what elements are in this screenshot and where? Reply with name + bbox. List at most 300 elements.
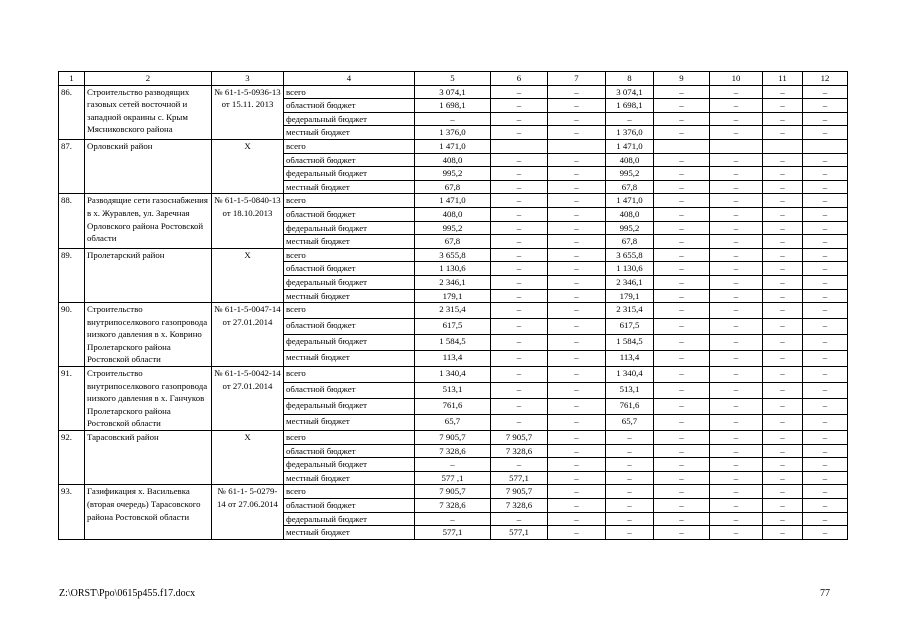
amount-cell: – <box>710 303 763 319</box>
amount-cell: – <box>548 335 606 351</box>
column-number-10: 10 <box>710 72 763 86</box>
table-row <box>59 431 848 445</box>
row-number: 92. <box>59 431 85 485</box>
amount-cell: – <box>763 99 803 113</box>
column-number-1: 1 <box>59 72 85 86</box>
amount-cell: – <box>654 153 710 167</box>
amount-cell: – <box>654 99 710 113</box>
amount-cell: – <box>763 471 803 485</box>
amount-cell: – <box>710 85 763 99</box>
amount-cell: – <box>654 444 710 458</box>
amount-cell: – <box>491 153 548 167</box>
amount-cell: 3 074,1 <box>606 85 654 99</box>
amount-cell: – <box>654 383 710 399</box>
amount-cell: – <box>548 526 606 540</box>
amount-cell <box>803 139 848 153</box>
amount-cell: – <box>803 112 848 126</box>
amount-cell: – <box>491 207 548 221</box>
column-number-9: 9 <box>654 72 710 86</box>
project-name: Разводящие сети газоснабжения в х. Журавлев, ул. Заречная Орловского района Ростовской области <box>85 194 212 248</box>
table-row <box>59 485 848 499</box>
amount-cell: – <box>491 180 548 194</box>
amount-cell: – <box>803 99 848 113</box>
amount-cell: – <box>710 444 763 458</box>
funding-source: федеральный бюджет <box>284 458 415 472</box>
amount-cell: 7 328,6 <box>491 499 548 513</box>
amount-cell: – <box>491 351 548 367</box>
amount-cell: – <box>763 194 803 208</box>
amount-cell: 113,4 <box>415 351 491 367</box>
table-row <box>59 248 848 262</box>
amount-cell: – <box>803 319 848 335</box>
amount-cell: 7 328,6 <box>415 499 491 513</box>
expertise-conclusion: № 61-1-5-0042-14 от 27.01.2014 <box>212 367 284 431</box>
amount-cell: 179,1 <box>415 289 491 303</box>
row-number: 91. <box>59 367 85 431</box>
amount-cell: 1 376,0 <box>606 126 654 140</box>
amount-cell: 1 376,0 <box>415 126 491 140</box>
funding-source: федеральный бюджет <box>284 399 415 415</box>
amount-cell: – <box>415 512 491 526</box>
amount-cell: – <box>763 153 803 167</box>
amount-cell: 67,8 <box>415 235 491 249</box>
row-number: 93. <box>59 485 85 539</box>
amount-cell: 67,8 <box>606 180 654 194</box>
amount-cell: 179,1 <box>606 289 654 303</box>
column-number-3: 3 <box>212 72 284 86</box>
amount-cell: – <box>763 458 803 472</box>
expertise-conclusion: № 61-1- 5-0279-14 от 27.06.2014 <box>212 485 284 539</box>
amount-cell <box>654 139 710 153</box>
amount-cell: – <box>803 275 848 289</box>
amount-cell: – <box>548 275 606 289</box>
amount-cell: – <box>654 399 710 415</box>
table-body <box>59 72 848 540</box>
amount-cell: – <box>491 415 548 431</box>
amount-cell: – <box>763 167 803 181</box>
amount-cell: – <box>548 167 606 181</box>
amount-cell: – <box>654 221 710 235</box>
funding-source: всего <box>284 367 415 383</box>
amount-cell: – <box>548 126 606 140</box>
amount-cell: – <box>491 262 548 276</box>
amount-cell: – <box>803 351 848 367</box>
amount-cell: – <box>491 248 548 262</box>
amount-cell: – <box>491 85 548 99</box>
funding-source: местный бюджет <box>284 351 415 367</box>
project-name: Орловский район <box>85 139 212 193</box>
amount-cell: – <box>548 85 606 99</box>
amount-cell: – <box>710 235 763 249</box>
amount-cell: – <box>803 248 848 262</box>
amount-cell: – <box>763 431 803 445</box>
funding-source: федеральный бюджет <box>284 112 415 126</box>
amount-cell: 7 905,7 <box>491 485 548 499</box>
project-name: Строительство разводящих газовых сетей восточной и западной окраины с. Крым Мясниковского района <box>85 85 212 139</box>
amount-cell: 3 074,1 <box>415 85 491 99</box>
file-path: Z:\ORST\Ppo\0615p455.f17.docx <box>59 588 196 599</box>
project-name: Пролетарский район <box>85 248 212 302</box>
row-number: 87. <box>59 139 85 193</box>
row-number: 86. <box>59 85 85 139</box>
amount-cell: 408,0 <box>415 207 491 221</box>
amount-cell: – <box>606 458 654 472</box>
amount-cell: 1 471,0 <box>415 139 491 153</box>
amount-cell: – <box>548 194 606 208</box>
amount-cell: – <box>548 303 606 319</box>
amount-cell: – <box>548 431 606 445</box>
funding-source: всего <box>284 431 415 445</box>
amount-cell: – <box>491 458 548 472</box>
amount-cell: – <box>763 499 803 513</box>
funding-source: областной бюджет <box>284 153 415 167</box>
funding-source: областной бюджет <box>284 99 415 113</box>
amount-cell: – <box>548 112 606 126</box>
column-number-6: 6 <box>491 72 548 86</box>
row-number: 89. <box>59 248 85 302</box>
column-number-12: 12 <box>803 72 848 86</box>
amount-cell: 617,5 <box>606 319 654 335</box>
amount-cell: – <box>654 485 710 499</box>
amount-cell: – <box>548 262 606 276</box>
amount-cell: – <box>803 444 848 458</box>
amount-cell: – <box>803 431 848 445</box>
amount-cell: – <box>654 431 710 445</box>
amount-cell: – <box>803 153 848 167</box>
funding-source: всего <box>284 485 415 499</box>
amount-cell: – <box>654 275 710 289</box>
amount-cell: 7 905,7 <box>415 485 491 499</box>
amount-cell: – <box>763 399 803 415</box>
amount-cell: – <box>491 367 548 383</box>
amount-cell <box>491 139 548 153</box>
amount-cell: – <box>415 112 491 126</box>
amount-cell: – <box>491 335 548 351</box>
amount-cell: – <box>710 194 763 208</box>
amount-cell: – <box>548 221 606 235</box>
amount-cell: – <box>491 126 548 140</box>
amount-cell: – <box>548 248 606 262</box>
amount-cell: – <box>803 207 848 221</box>
amount-cell: – <box>763 351 803 367</box>
amount-cell: 1 698,1 <box>415 99 491 113</box>
amount-cell: – <box>710 485 763 499</box>
amount-cell: – <box>763 415 803 431</box>
row-number: 90. <box>59 303 85 367</box>
amount-cell: – <box>491 319 548 335</box>
amount-cell: – <box>710 248 763 262</box>
amount-cell: – <box>548 415 606 431</box>
funding-source: всего <box>284 139 415 153</box>
amount-cell <box>763 139 803 153</box>
amount-cell: – <box>803 126 848 140</box>
amount-cell: – <box>803 221 848 235</box>
amount-cell: – <box>803 415 848 431</box>
table-row <box>59 303 848 319</box>
amount-cell: 1 584,5 <box>415 335 491 351</box>
column-number-8: 8 <box>606 72 654 86</box>
amount-cell: – <box>654 319 710 335</box>
amount-cell: – <box>803 485 848 499</box>
amount-cell: – <box>710 153 763 167</box>
expertise-conclusion: № 61-1-5-0936-13 от 15.11. 2013 <box>212 85 284 139</box>
amount-cell: 65,7 <box>415 415 491 431</box>
amount-cell: – <box>803 194 848 208</box>
funding-source: местный бюджет <box>284 471 415 485</box>
amount-cell: 1 340,4 <box>606 367 654 383</box>
amount-cell: – <box>606 444 654 458</box>
amount-cell: – <box>710 512 763 526</box>
amount-cell: 577,1 <box>491 526 548 540</box>
funding-source: всего <box>284 303 415 319</box>
amount-cell: – <box>491 194 548 208</box>
table-row <box>59 139 848 153</box>
expertise-conclusion: Х <box>212 248 284 302</box>
amount-cell: – <box>654 471 710 485</box>
page-number: 77 <box>820 588 830 599</box>
funding-source: местный бюджет <box>284 180 415 194</box>
amount-cell: 408,0 <box>606 207 654 221</box>
amount-cell: 577 ,1 <box>415 471 491 485</box>
amount-cell: – <box>654 458 710 472</box>
amount-cell: – <box>710 112 763 126</box>
amount-cell: – <box>606 112 654 126</box>
amount-cell: – <box>491 275 548 289</box>
amount-cell: 513,1 <box>606 383 654 399</box>
table-row <box>59 367 848 383</box>
amount-cell: – <box>491 399 548 415</box>
amount-cell: – <box>548 319 606 335</box>
amount-cell: – <box>654 112 710 126</box>
amount-cell: – <box>606 512 654 526</box>
amount-cell: – <box>606 485 654 499</box>
amount-cell: – <box>763 367 803 383</box>
funding-source: областной бюджет <box>284 383 415 399</box>
amount-cell: – <box>763 85 803 99</box>
funding-source: областной бюджет <box>284 499 415 513</box>
amount-cell: – <box>803 85 848 99</box>
amount-cell: – <box>710 367 763 383</box>
amount-cell: 7 328,6 <box>491 444 548 458</box>
amount-cell: 1 340,4 <box>415 367 491 383</box>
amount-cell: – <box>803 458 848 472</box>
amount-cell: 67,8 <box>415 180 491 194</box>
amount-cell: – <box>710 319 763 335</box>
amount-cell: 1 471,0 <box>606 194 654 208</box>
amount-cell: – <box>710 431 763 445</box>
amount-cell: – <box>548 471 606 485</box>
expertise-conclusion: № 61-1-5-0840-13 от 18.10.2013 <box>212 194 284 248</box>
amount-cell: – <box>763 275 803 289</box>
funding-source: местный бюджет <box>284 289 415 303</box>
amount-cell: 1 584,5 <box>606 335 654 351</box>
column-number-11: 11 <box>763 72 803 86</box>
column-number-5: 5 <box>415 72 491 86</box>
funding-source: федеральный бюджет <box>284 275 415 289</box>
amount-cell: 617,5 <box>415 319 491 335</box>
amount-cell: – <box>763 319 803 335</box>
amount-cell: 577,1 <box>415 526 491 540</box>
amount-cell: – <box>548 383 606 399</box>
amount-cell: 995,2 <box>606 167 654 181</box>
funding-source: областной бюджет <box>284 207 415 221</box>
amount-cell: 408,0 <box>606 153 654 167</box>
amount-cell: – <box>548 458 606 472</box>
funding-source: федеральный бюджет <box>284 167 415 181</box>
amount-cell: – <box>491 221 548 235</box>
amount-cell: – <box>548 485 606 499</box>
amount-cell: – <box>710 351 763 367</box>
amount-cell: – <box>803 289 848 303</box>
amount-cell: – <box>654 351 710 367</box>
amount-cell: – <box>548 207 606 221</box>
amount-cell: – <box>763 512 803 526</box>
table-row <box>59 194 848 208</box>
amount-cell: – <box>548 235 606 249</box>
amount-cell: – <box>763 221 803 235</box>
amount-cell: – <box>654 367 710 383</box>
project-name: Строительство внутрипоселкового газопровода низкого давления в х. Ганчуков Пролетарского района Ростовской области <box>85 367 212 431</box>
amount-cell: – <box>710 180 763 194</box>
column-number-7: 7 <box>548 72 606 86</box>
amount-cell: 113,4 <box>606 351 654 367</box>
amount-cell: – <box>491 112 548 126</box>
amount-cell: – <box>548 153 606 167</box>
amount-cell: – <box>710 499 763 513</box>
row-number: 88. <box>59 194 85 248</box>
amount-cell: – <box>491 167 548 181</box>
amount-cell: – <box>654 335 710 351</box>
amount-cell: 995,2 <box>415 221 491 235</box>
amount-cell: 761,6 <box>415 399 491 415</box>
amount-cell: – <box>710 126 763 140</box>
amount-cell: – <box>763 335 803 351</box>
table-row <box>59 85 848 99</box>
amount-cell: – <box>710 471 763 485</box>
amount-cell: – <box>491 303 548 319</box>
funding-source: местный бюджет <box>284 235 415 249</box>
amount-cell: 1 471,0 <box>415 194 491 208</box>
amount-cell: – <box>803 383 848 399</box>
amount-cell: – <box>763 444 803 458</box>
funding-source: всего <box>284 194 415 208</box>
amount-cell: – <box>654 289 710 303</box>
amount-cell: 3 655,8 <box>415 248 491 262</box>
expertise-conclusion: № 61-1-5-0047-14 от 27.01.2014 <box>212 303 284 367</box>
amount-cell: – <box>763 526 803 540</box>
amount-cell: – <box>803 471 848 485</box>
amount-cell: – <box>803 303 848 319</box>
funding-source: всего <box>284 248 415 262</box>
amount-cell: – <box>710 289 763 303</box>
amount-cell: – <box>803 167 848 181</box>
amount-cell: – <box>803 367 848 383</box>
amount-cell: – <box>606 431 654 445</box>
amount-cell: – <box>654 85 710 99</box>
funding-source: федеральный бюджет <box>284 335 415 351</box>
amount-cell: 761,6 <box>606 399 654 415</box>
amount-cell: – <box>710 399 763 415</box>
project-name: Строительство внутрипоселкового газопровода низкого давления в х. Коврино Пролетарского района Ростовской области <box>85 303 212 367</box>
amount-cell: – <box>654 526 710 540</box>
amount-cell: – <box>710 221 763 235</box>
funding-source: местный бюджет <box>284 126 415 140</box>
amount-cell: – <box>654 248 710 262</box>
amount-cell: – <box>548 180 606 194</box>
amount-cell: – <box>710 262 763 276</box>
expertise-conclusion: Х <box>212 139 284 193</box>
amount-cell: 65,7 <box>606 415 654 431</box>
amount-cell: – <box>654 126 710 140</box>
amount-cell: – <box>654 415 710 431</box>
amount-cell <box>710 139 763 153</box>
amount-cell: – <box>763 289 803 303</box>
amount-cell: – <box>491 512 548 526</box>
amount-cell: – <box>491 99 548 113</box>
amount-cell: – <box>606 471 654 485</box>
project-name: Тарасовский район <box>85 431 212 485</box>
funding-source: областной бюджет <box>284 319 415 335</box>
amount-cell: – <box>654 262 710 276</box>
amount-cell: – <box>654 303 710 319</box>
amount-cell: – <box>763 180 803 194</box>
amount-cell: – <box>710 335 763 351</box>
amount-cell: – <box>710 526 763 540</box>
amount-cell: – <box>654 167 710 181</box>
amount-cell: – <box>803 526 848 540</box>
funding-source: местный бюджет <box>284 526 415 540</box>
amount-cell: – <box>654 180 710 194</box>
amount-cell: – <box>763 235 803 249</box>
amount-cell: 1 471,0 <box>606 139 654 153</box>
funding-source: областной бюджет <box>284 262 415 276</box>
amount-cell: 513,1 <box>415 383 491 399</box>
amount-cell: – <box>491 383 548 399</box>
project-name: Газификация х. Васильевка (вторая очередь) Тарасовского района Ростовской области <box>85 485 212 539</box>
amount-cell: – <box>763 485 803 499</box>
amount-cell: – <box>654 194 710 208</box>
amount-cell: – <box>415 458 491 472</box>
amount-cell: – <box>710 415 763 431</box>
amount-cell: – <box>710 99 763 113</box>
amount-cell: – <box>803 180 848 194</box>
amount-cell: 1 130,6 <box>415 262 491 276</box>
amount-cell: 995,2 <box>415 167 491 181</box>
amount-cell: – <box>763 248 803 262</box>
amount-cell: 995,2 <box>606 221 654 235</box>
amount-cell: – <box>491 289 548 303</box>
amount-cell: 67,8 <box>606 235 654 249</box>
amount-cell: – <box>710 275 763 289</box>
amount-cell: 577,1 <box>491 471 548 485</box>
funding-source: федеральный бюджет <box>284 221 415 235</box>
amount-cell: – <box>763 112 803 126</box>
amount-cell: 7 905,7 <box>415 431 491 445</box>
funding-source: федеральный бюджет <box>284 512 415 526</box>
amount-cell: – <box>606 499 654 513</box>
amount-cell: 2 315,4 <box>415 303 491 319</box>
amount-cell: – <box>763 207 803 221</box>
amount-cell: 2 315,4 <box>606 303 654 319</box>
amount-cell: 2 346,1 <box>606 275 654 289</box>
amount-cell: – <box>710 458 763 472</box>
amount-cell: – <box>803 335 848 351</box>
amount-cell: – <box>803 235 848 249</box>
amount-cell: – <box>710 167 763 181</box>
amount-cell: 2 346,1 <box>415 275 491 289</box>
amount-cell: – <box>710 383 763 399</box>
amount-cell: – <box>548 499 606 513</box>
